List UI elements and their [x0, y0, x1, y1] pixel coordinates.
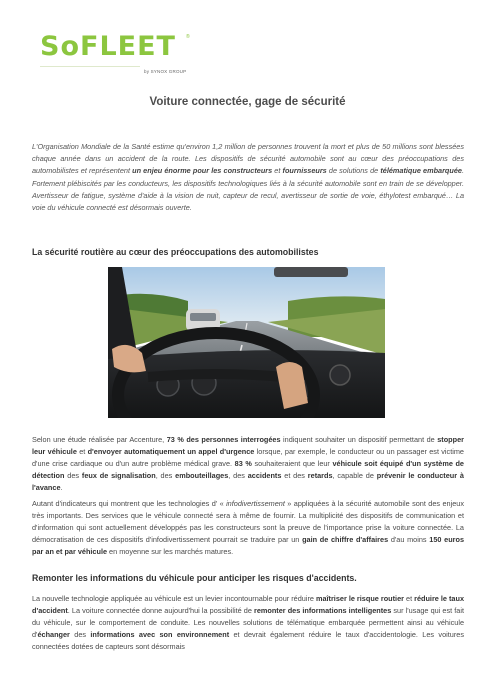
intro-run: télématique embarquée: [380, 166, 462, 176]
para1-run: feux de signalisation: [81, 471, 156, 480]
para1-run: des: [64, 471, 82, 480]
para3-run: réduire le taux d'accident: [32, 594, 465, 615]
connected-car-paragraph: [32, 593, 464, 653]
intro-run: L'Organisation Mondiale de la Santé estime qu'environ 1,2 million de personnes trouvent la mort et plus de 50 millions sont blessées chaque année dans un accident de la route. Les dispositifs de sécurité automobile sont au cœur des préoccupations des automobilistes et représentent: [32, 142, 464, 176]
para1-run: 73 % des personnes interrogées: [166, 435, 281, 444]
para3-run: échanger: [37, 630, 70, 639]
sofleet-logo: [40, 32, 192, 80]
steering-wheel-illustration: [108, 267, 385, 418]
intro-run: de solutions de: [326, 166, 381, 176]
para3-run: La nouvelle technologie appliquée au véhicule est un levier incontournable pour réduire: [32, 594, 316, 603]
para1-run: Selon une étude réalisée par Accenture,: [32, 435, 167, 444]
para2-run: d'au moins: [388, 535, 430, 544]
para1-run: souhaiteraient que leur: [251, 459, 333, 468]
para2-run: infodivertissement: [226, 499, 285, 508]
para1-run: , des: [228, 471, 248, 480]
para3-run: des: [69, 630, 91, 639]
logo-word-fleet: FLEET: [80, 31, 176, 62]
intro-run: et: [272, 166, 283, 176]
para1-run: stopper leur véhicule: [32, 435, 464, 456]
para2-run: 150 euros par an et par véhicule: [32, 535, 465, 556]
logo-subtitle: by SYNOX GROUP: [144, 69, 187, 74]
section-heading-vehicle-data: Remonter les informations du véhicule pour anticiper les risques d'accidents.: [32, 573, 357, 583]
para3-run: maîtriser le risque routier: [315, 594, 404, 603]
para1-run: indiquent souhaiter un dispositif permettant de: [280, 435, 438, 444]
intro-run: . Fortement plébiscités par les conducteurs, les dispositifs technologiques liés à la sécurité automobile sont en train de se développer. Avertisseur de fatigue, système d'aide à la vision de nuit, capteur de recul, avertisseur de sortie de voie, éthylotest embarqué… La voie du véhicule connecté est désormais ouverte.: [32, 166, 464, 213]
para2-run: gain de chiffre d'affaires: [302, 535, 389, 544]
para3-run: . La voiture connectée donne aujourd'hui la possibilité de: [67, 606, 254, 615]
para3-run: sur l'usage qui est fait du véhicule, sur le comportement de conduite. Les nouvelles solutions de télématique embarquée permettent ainsi au véhicule d': [32, 606, 464, 639]
para3-run: remonter des informations intelligentes: [254, 606, 392, 615]
intro-run: fournisseurs: [282, 166, 327, 176]
para1-run: et des: [281, 471, 308, 480]
accenture-study-paragraph: [32, 434, 464, 494]
logo-wordmark: [40, 32, 176, 62]
logo-divider: [40, 66, 140, 67]
para1-run: 83 %: [234, 459, 252, 468]
para2-run: » appliquées à la sécurité automobile sont des enjeux très importants. Des services que le véhicule connecté sera à même de fournir. La multiplicité des dispositifs de communication et d'information qui sont actuellement développés pas les constructeurs sont la preuve de l'importance prise la voiture connectée. La démocratisation de ces dispositifs d'infodivertissement pourrait se traduire par un: [32, 499, 464, 544]
para1-run: , des: [155, 471, 176, 480]
logo-word-so: So: [40, 31, 80, 62]
para3-run: informations avec son environnement: [90, 630, 230, 639]
para2-run: Autant d'indicateurs qui montrent que les technologies d' «: [32, 499, 227, 508]
para1-run: embouteillages: [175, 471, 229, 480]
section-heading-road-safety: La sécurité routière au cœur des préoccupations des automobilistes: [32, 247, 319, 257]
para1-run: , capable de: [332, 471, 377, 480]
para1-run: retards: [307, 471, 333, 480]
intro-run: un enjeu énorme pour les constructeurs: [132, 166, 273, 176]
page-title: Voiture connectée, gage de sécurité: [149, 96, 346, 108]
para1-run: .: [60, 483, 63, 492]
para1-run: véhicule soit équipé d'un système de détection: [32, 459, 464, 480]
para1-run: d'envoyer automatiquement un appel d'urgence: [87, 447, 255, 456]
driving-photo: [108, 267, 385, 418]
para1-run: accidents: [247, 471, 282, 480]
infotainment-paragraph: [32, 498, 464, 558]
para2-run: en moyenne sur les marchés matures.: [107, 547, 234, 556]
para1-run: lorsque, par exemple, le conducteur ou un passager est victime d'une crise cardiaque ou d'un autre problème médical grave.: [32, 447, 464, 468]
para3-run: et: [403, 594, 415, 603]
para1-run: prévenir le conducteur à l'avance: [32, 471, 464, 492]
intro-paragraph: [32, 141, 464, 214]
para1-run: et: [76, 447, 88, 456]
logo-registered-mark: ®: [186, 34, 190, 40]
para3-run: et devrait également réduire le taux d'accidentologie. Les voitures connectées dotées de capteurs sont désormais: [32, 630, 464, 651]
